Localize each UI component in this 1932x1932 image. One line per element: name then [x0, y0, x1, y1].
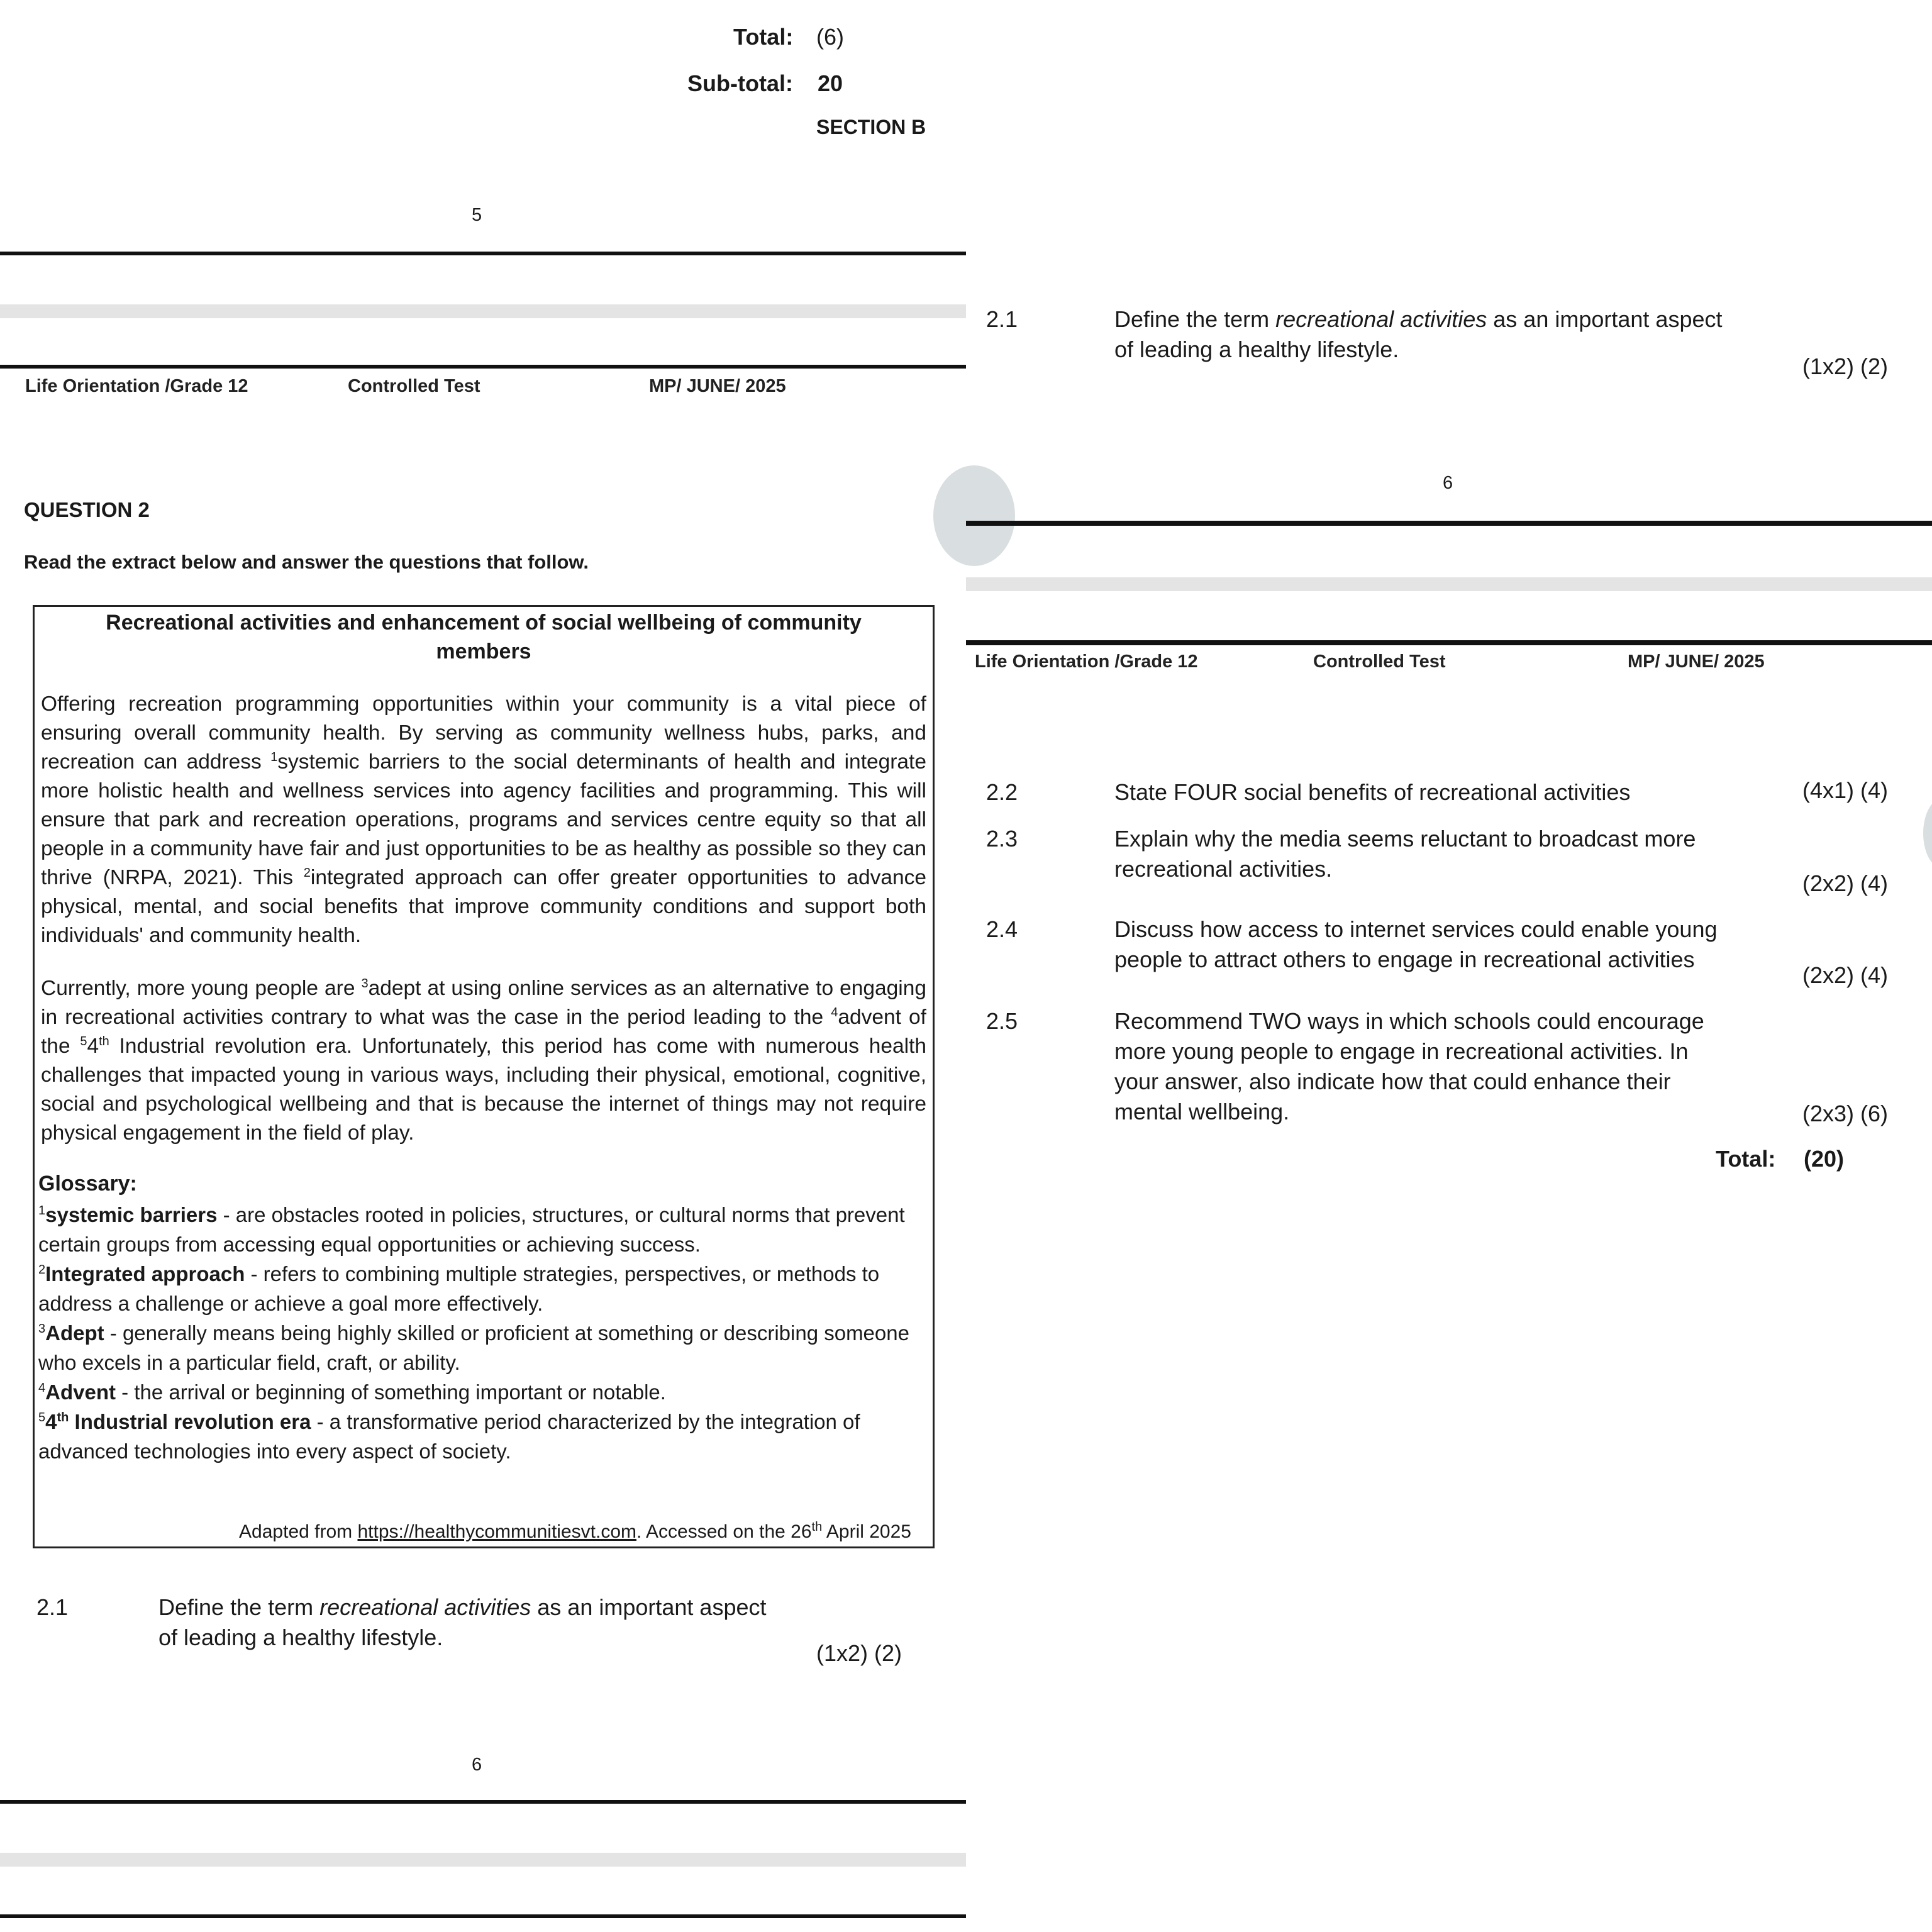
question-marks: (2x2) (4)	[1802, 962, 1889, 988]
question-number: 2.1	[986, 306, 1018, 332]
extract-title-line1: Recreational activities and enhancement of social wellbeing of community	[106, 611, 862, 635]
page-number: 6	[472, 1755, 482, 1775]
question-marks: (4x1) (4)	[1802, 777, 1889, 803]
header-session: MP/ JUNE/ 2025	[649, 376, 786, 396]
source-link[interactable]: https://healthycommunitiesvt.com	[357, 1521, 636, 1542]
thumb-shadow	[933, 465, 1015, 566]
page-divider	[0, 1800, 966, 1804]
header-test: Controlled Test	[1313, 652, 1446, 672]
header-session: MP/ JUNE/ 2025	[1628, 652, 1765, 672]
header-rule	[0, 365, 966, 369]
extract-source: Adapted from https://healthycommunitiesvt.com. Accessed on the 26th April 2025	[239, 1520, 911, 1542]
question-number: 2.1	[36, 1594, 69, 1620]
page-number: 5	[472, 205, 482, 225]
page-divider	[0, 252, 966, 255]
glossary-item: $^1$systemic barriers - are obstacles rooted in policies, structures, or cultural norms that prevent certain groups from accessing equal opportunities or achieving success.	[38, 1203, 905, 1256]
question-text: Explain why the media seems reluctant to broadcast more recreational activities.	[1114, 826, 1696, 882]
total-label: Total:	[1716, 1146, 1776, 1172]
question-number: 2.4	[986, 916, 1018, 942]
glossary-title: Glossary:	[38, 1172, 137, 1196]
question-text: State FOUR social benefits of recreational activities	[1114, 779, 1631, 805]
extract-title	[35, 608, 933, 666]
glossary-item: $^2$Integrated approach - refers to combining multiple strategies, perspectives, or methods to address a challenge or achieve a goal more effectively.	[38, 1262, 880, 1315]
question-marks: (2x3) (6)	[1802, 1101, 1889, 1126]
question-title: QUESTION 2	[24, 498, 150, 521]
glossary-item: $^4$Advent - the arrival or beginning of something important or notable.	[38, 1380, 666, 1404]
header-rule	[966, 640, 1932, 645]
header-subject: Life Orientation /Grade 12	[975, 652, 1198, 672]
question-instruction: Read the extract below and answer the questions that follow.	[24, 551, 589, 573]
extract-paragraph-2: Currently, more young people are $^3$adept at using online services as an alternative to engaging in recreational activities contrary to what was the case in the period leading to the $^4$advent of the $^5$4th Industrial revolution era. Unfortunately, this period has come with numerous health challenges that impacted young in various ways, including their physical, emotional, cognitive, social and psychological wellbeing and that is because the internet of things may not require physical engagement in the field of play.	[41, 976, 926, 1145]
extract-box	[33, 605, 935, 1548]
section-label: SECTION B	[816, 116, 926, 138]
header-test: Controlled Test	[348, 376, 480, 396]
header-subject: Life Orientation /Grade 12	[25, 376, 248, 396]
subtotal-value: 20	[818, 70, 843, 96]
page-gap	[966, 577, 1932, 591]
question-number: 2.2	[986, 779, 1018, 805]
thumb-shadow	[1923, 799, 1932, 868]
extract-title-line2: members	[436, 640, 531, 663]
question-marks: (1x2) (2)	[1802, 353, 1889, 379]
header-rule	[0, 1914, 966, 1918]
page-number: 6	[1443, 473, 1453, 493]
question-marks: (2x2) (4)	[1802, 870, 1889, 896]
total-label: Total:	[733, 24, 794, 50]
question-text: Define the term recreational activities as an important aspect of leading a healthy lifestyle.	[1114, 306, 1723, 362]
total-value: (20)	[1804, 1146, 1845, 1172]
total-value: (6)	[816, 24, 844, 50]
subtotal-label: Sub-total:	[687, 70, 793, 96]
question-number: 2.5	[986, 1008, 1018, 1034]
glossary-item: $^3$Adept - generally means being highly skilled or proficient at something or describing someone who excels in a particular field, craft, or ability.	[38, 1321, 909, 1374]
question-number: 2.3	[986, 826, 1018, 852]
page-gap	[0, 1853, 966, 1867]
page-gap	[0, 304, 966, 318]
glossary-item: $^5$4th Industrial revolution era - a transformative period characterized by the integration of advanced technologies into every aspect of society.	[38, 1410, 860, 1463]
page-divider	[966, 521, 1932, 526]
question-text: Define the term recreational activities as an important aspect of leading a healthy lifestyle.	[158, 1594, 767, 1650]
question-marks: (1x2) (2)	[816, 1640, 902, 1666]
extract-paragraph-1: Offering recreation programming opportunities within your community is a vital piece of ensuring overall community health. By serving as community wellness hubs, parks, and recreation can address $^1$systemic barriers to the social determinants of health and integrate more holistic health and wellness services into agency facilities and programming. This will ensure that park and recreation operations, programs and services centre equity so that all people in a community have fair and just opportunities to be as healthy as possible so they can thrive (NRPA, 2021). This $^2$integrated approach can offer greater opportunities to advance physical, mental, and social benefits that improve community conditions and support both individuals' and community health.	[41, 692, 926, 947]
question-text: Discuss how access to internet services could enable young people to attract others to engage in recreational activities	[1114, 916, 1718, 972]
question-text: Recommend TWO ways in which schools could encourage more young people to engage in recreational activities. In your answer, also indicate how that could enhance their mental wellbeing.	[1114, 1008, 1704, 1124]
